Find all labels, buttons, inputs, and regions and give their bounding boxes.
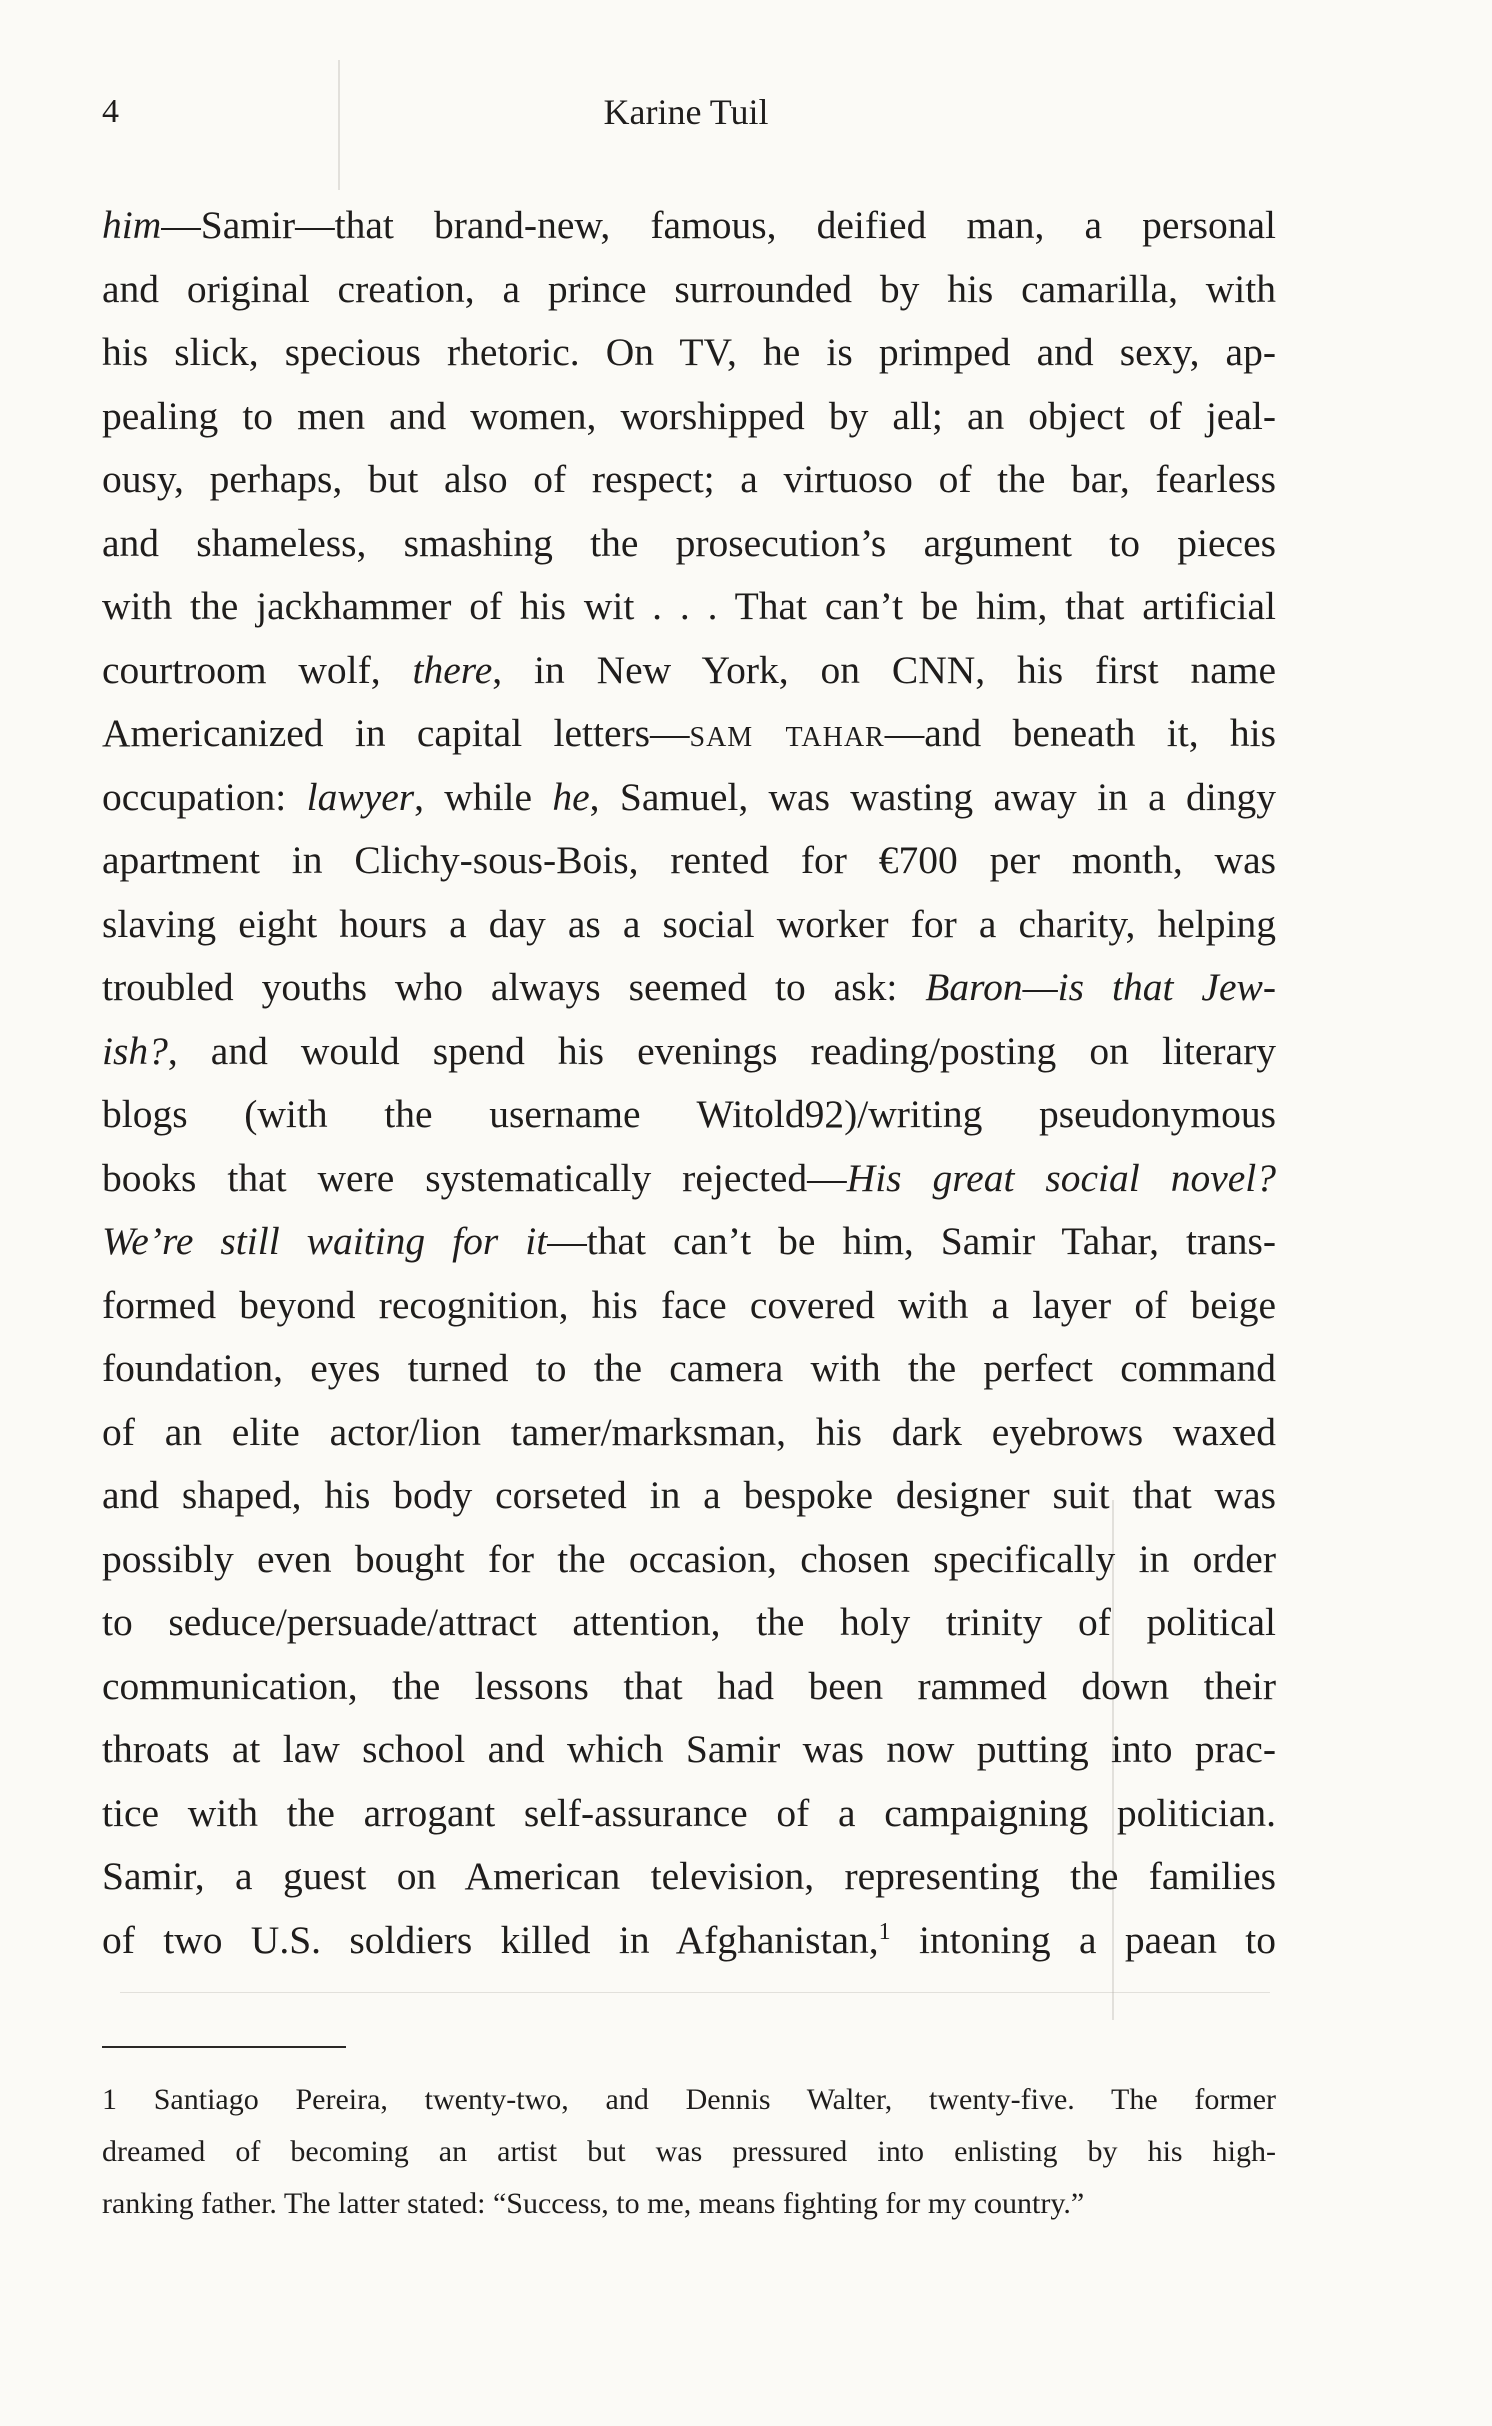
text-line: and shameless, smashing the prosecution’s argument to pieces (102, 520, 1276, 565)
text-run: —Samir—that brand-new, famous, deified man, a personal (161, 203, 1276, 247)
text-line (102, 194, 1276, 258)
text-line (102, 702, 1276, 766)
italic-text: lawyer (306, 774, 415, 819)
scan-artifact (120, 1992, 1270, 1993)
text-line (102, 1147, 1276, 1211)
text-line: apartment in Clichy-sous-Bois, rented for €700 per month, was (102, 838, 1276, 882)
italic-text: Baron—is that Jew- (925, 965, 1276, 1009)
small-caps-name: sam tahar (689, 711, 885, 755)
text-line: and original creation, a prince surrounded by his camarilla, with (102, 266, 1276, 311)
text-run: Americanized in capital letters— (102, 711, 690, 755)
text-line: to seduce/persuade/attract attention, the holy trinity of political (102, 1600, 1276, 1644)
italic-text: ish? (102, 1028, 168, 1073)
text-run: occupation: (102, 774, 307, 819)
text-run: , while (414, 774, 553, 819)
text-line: tice with the arrogant self-assurance of a campaigning politician. (102, 1790, 1276, 1835)
text-run: courtroom wolf, (102, 647, 413, 692)
footnote (102, 2074, 1276, 2230)
footnote-marker: 1 (878, 1918, 891, 1945)
italic-text: he (552, 774, 590, 819)
page-number: 4 (102, 93, 119, 130)
text-run: —and beneath it, his (884, 711, 1276, 755)
text-line: Samir, a guest on American television, representing the families (102, 1854, 1276, 1898)
text-line: formed beyond recognition, his face covered with a layer of beige (102, 1282, 1276, 1327)
running-head: Karine Tuil (603, 92, 769, 132)
text-run: books that were systematically rejected— (102, 1155, 847, 1200)
text-run: intoning a paean to (890, 1917, 1276, 1962)
italic-text: him (102, 203, 162, 247)
text-run: , and would spend his evenings reading/posting on literary (167, 1028, 1276, 1073)
text-line: his slick, specious rhetoric. On TV, he is primped and sexy, ap- (102, 330, 1276, 374)
text-line: ousy, perhaps, but also of respect; a virtuoso of the bar, fearless (102, 457, 1276, 501)
text-line: communication, the lessons that had been rammed down their (102, 1663, 1276, 1708)
text-line (102, 639, 1276, 703)
text-line: foundation, eyes turned to the camera with the perfect command (102, 1346, 1276, 1390)
text-run: , Samuel, was wasting away in a dingy (589, 774, 1276, 819)
text-line (102, 1210, 1276, 1274)
text-line: with the jackhammer of his wit . . . That can’t be him, that artificial (102, 584, 1276, 628)
italic-text: His great social novel? (846, 1155, 1276, 1200)
text-run: troubled youths who always seemed to ask: (102, 965, 926, 1009)
text-line: slaving eight hours a day as a social worker for a charity, helping (102, 901, 1276, 946)
text-line: of an elite actor/lion tamer/marksman, his dark eyebrows waxed (102, 1409, 1276, 1454)
text-line: blogs (with the username Witold92)/writing pseudonymous (102, 1092, 1276, 1136)
text-line (102, 1909, 1276, 1973)
text-run: , in New York, on CNN, his first name (492, 647, 1276, 692)
text-line: pealing to men and women, worshipped by all; an object of jeal- (102, 393, 1276, 438)
italic-text: We’re still waiting for it (102, 1219, 548, 1263)
text-run: of two U.S. soldiers killed in Afghanistan, (102, 1917, 879, 1962)
text-line (102, 956, 1276, 1020)
text-run: —that can’t be him, Samir Tahar, trans- (547, 1219, 1276, 1263)
footnote-line: dreamed of becoming an artist but was pressured into enlisting by his high- (102, 2135, 1276, 2168)
footnote-line: ranking father. The latter stated: “Success, to me, means fighting for my country.” (102, 2187, 1085, 2220)
italic-text: there (412, 647, 493, 692)
text-line (102, 1020, 1276, 1084)
text-line (102, 766, 1276, 830)
text-line: and shaped, his body corseted in a bespoke designer suit that was (102, 1473, 1276, 1517)
footnote-divider (102, 2046, 346, 2048)
text-line: possibly even bought for the occasion, chosen specifically in order (102, 1536, 1276, 1581)
footnote-line: 1 Santiago Pereira, twenty-two, and Dennis Walter, twenty-five. The former (102, 2083, 1276, 2116)
text-line: throats at law school and which Samir was now putting into prac- (102, 1727, 1276, 1771)
body-text (102, 194, 1276, 1972)
